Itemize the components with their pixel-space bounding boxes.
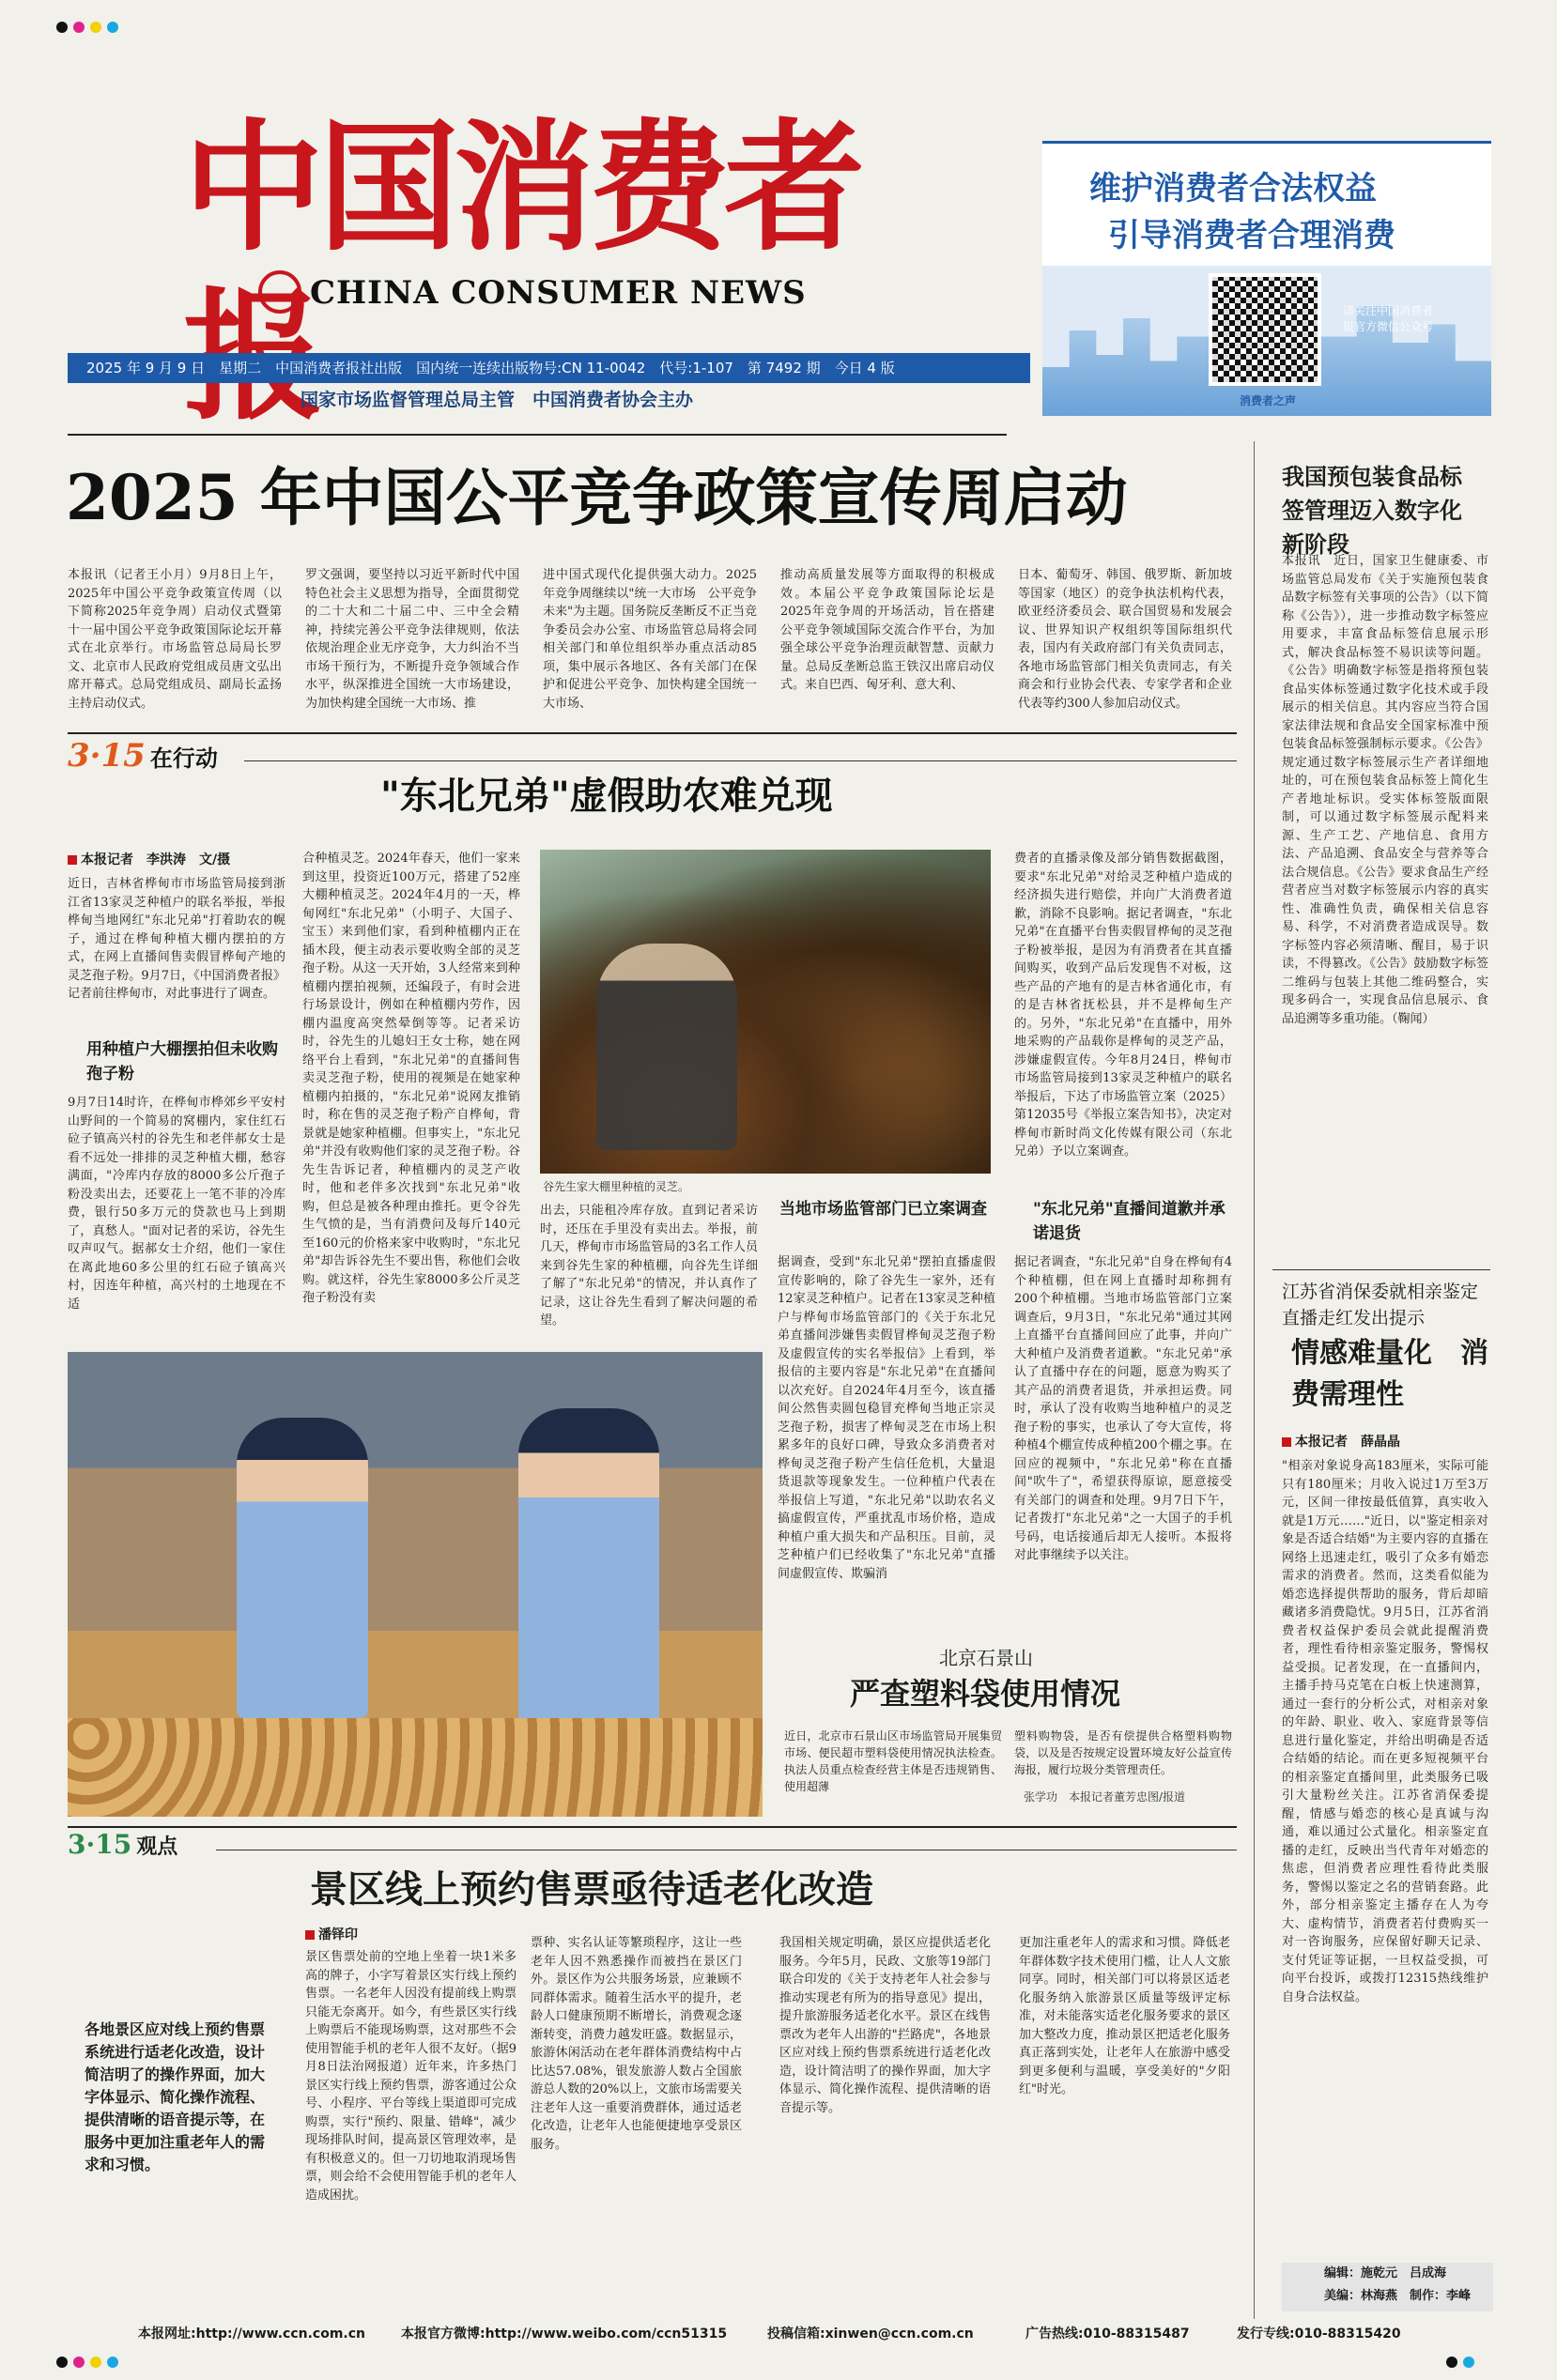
- registration-marks-bottom-right: [1446, 2354, 1474, 2372]
- sidebar-headline-2: 情感难量化 消费需理性: [1291, 1337, 1488, 1411]
- lead-col-5: 日本、葡萄牙、韩国、俄罗斯、新加坡等国家（地区）的竞争执法机构代表，欧亚经济委员会、联合国贸易和发展会议、世界知识产权组织等国际组织代表，国内有关政府部门有关负责同志，各地市场监管部门相关负责同志，有关商会和行业协会代表、专家学者和企业代表等约300人参加启动仪式。: [1018, 568, 1232, 711]
- opinion-headline: 景区线上预约售票亟待适老化改造: [310, 1867, 873, 1912]
- footer-ad: 广告热线:010-88315487: [1025, 2326, 1190, 2342]
- opinion-col-2: 票种、实名认证等繁琐程序，这让一些老年人因不熟悉操作而被挡在景区门外。景区作为公共服务场景，应兼顾不同群体需求。随着生活水平的提升，老龄人口健康预期不断增长，消费观念逐渐转变，消费力越发旺盛。数据显示，旅游休闲活动在老年群体消费结构中占比达57.08%，银发旅游人数占全国旅游总人数的20%以上，文旅市场需要关注老年人这一重要消费群体，通过适老化改造，让老年人也能便捷地享受景区服务。: [531, 1936, 742, 2152]
- dateline-text: 2025 年 9 月 9 日 星期二 中国消费者报社出版 国内统一连续出版物号:CN 11-0042 代号:1-107 第 7492 期 今日 4 版: [86, 360, 895, 376]
- qr-caption: 请关注中国消费者报官方微信公众号: [1343, 304, 1434, 333]
- northeast-p3: 出去，只能租冷库存放。直到记者采访时，还压在手里没有卖出去。举报，前几天，桦甸市市场监管局的3名工作人员来到谷先生家的种植棚，向谷先生详细了解了"东北兄弟"的情况，并认真作了记录，这让谷先生看到了解决问题的希望。: [540, 1204, 758, 1328]
- sidebar-byline: 本报记者 薛晶晶: [1282, 1432, 1400, 1451]
- northeast-intro: 近日，吉林省桦甸市市场监管局接到浙江省13家灵芝种植户的联名举报，举报桦甸当地网红"东北兄弟"打着助农的幌子，通过在桦甸种植大棚内摆拍的方式，在网上直播间售卖假冒桦甸产地的灵芝孢子粉。9月7日，《中国消费者报》记者前往桦甸市，对此事进行了调查。: [68, 877, 285, 1001]
- photo-lingzhi-caption: 谷先生家大棚里种植的灵芝。: [543, 1180, 690, 1193]
- sidebar-text-2: "相亲对象说身高183厘米，实际可能只有180厘米；月收入说过1万至3万元，区间一律按最低值算，真实收入就是1万元……"近日，以"鉴定相亲对象是否适合结婚"为主要内容的直播在网络上迅速走红，吸引了众多有婚恋需求的消费者。然而，这类看似能为婚恋选择提供帮助的服务，背后却暗藏诸多消费隐忧。9月5日，江苏省消费者权益保护委员会就此提醒消费者，理性看待相亲鉴定服务，警惕权益受损。记者发现，在一直播间内，主播手持马克笔在白板上快速测算，通过一套行的分析公式，对相亲对象的年龄、职业、收入、家庭背景等信息进行量化鉴定，并给出明确是否适合结婚的结论。而在更多短视频平台的相亲鉴定直播间里，此类服务已吸引大量粉丝关注。江苏省消保委提醒，情感与婚恋的核心是真诚与沟通，难以通过公式量化。相亲鉴定直播的走红，反映出当代青年对婚恋的焦虑，但消费者应理性看待此类服务，警惕以鉴定之名的营销套路。此外，部分相亲鉴定主播存在人为夸大、虚构情节，消费者若付费购买一对一咨询服务，应保留好聊天记录、支付凭证等证据，一旦权益受损，可向平台投诉，或拨打12315热线维护自身合法权益。: [1282, 1459, 1488, 2004]
- sidebar-kicker: 江苏省消保委就相亲鉴定直播走红发出提示: [1282, 1282, 1479, 1328]
- plastic-headline: 严查塑料袋使用情况: [850, 1676, 1121, 1712]
- registration-marks-top: [56, 19, 118, 37]
- produce-pile: [68, 1718, 763, 1817]
- tag-315-opinion: [68, 1829, 177, 1860]
- opinion-col-1: 景区售票处前的空地上坐着一块1米多高的牌子，小字写着景区实行线上预约售票。一名老年人因没有提前线上购票只能无奈离开。如今，有些景区实行线上购票后不能现场购票，这对那些不会使用智能手机的老年人很不友好。（据9月8日法治网报道）近年来，许多热门景区实行线上预约售票，游客通过公众号、小程序、平台等线上渠道即可完成购票，实行"预约、限量、错峰"，减少现场排队时间，提高景区管理效率，是有积极意义的。但一刀切地取消现场售票，则会给不会使用智能手机的老年人造成困扰。: [305, 1950, 516, 2203]
- officer-figure-2: [518, 1408, 659, 1727]
- registration-marks-bottom: [56, 2354, 118, 2372]
- northeast-p1: 9月7日14时许，在桦甸市桦郊乡平安村山野间的一个简易的窝棚内，家住红石砬子镇高兴村的谷先生和老伴郝女士是看不远处一排排的灵芝种植大棚，愁容满面，"冷库内存放的8000多公斤孢子粉没卖出去，还要花上一笔不菲的冷库费，银行50多万元的贷款也马上到期了，真愁人。"面对记者的采访，谷先生叹声叹气。据郝女士介绍，他们一家住在离此地60多公里的红石砬子镇高兴村，因连年种植，高兴村的土地现在不适: [68, 1096, 285, 1312]
- footer-bar: [68, 2324, 1493, 2344]
- masthead-logo-icon: [258, 270, 301, 314]
- tag-315b-label: 观点: [136, 1835, 178, 1859]
- sidebar-headline-1: 我国预包装食品标签管理迈入数字化新阶段: [1282, 463, 1462, 558]
- qr-code: [1209, 273, 1321, 386]
- northeast-sub-1: 用种植户大棚摆拍但未收购孢子粉: [86, 1040, 278, 1083]
- plastic-credit: 张学功 本报记者董芳忠图/报道: [1024, 1790, 1186, 1804]
- tag-315-mark: 3·15: [68, 737, 146, 775]
- lead-col-3: 进中国式现代化提供强大动力。2025年竞争周继续以"统一大市场 公平竞争未来"为主题。国务院反垄断反不正当竞争委员会办公室、市场监管总局将会同相关部门和单位组织举办重点活动85项，集中展示各地区、各有关部门在保护和促进公平竞争、加快构建全国统一大市场、: [543, 568, 757, 711]
- lead-col-4: 推动高质量发展等方面取得的积极成效。本届公平竞争政策国际论坛是2025年竞争周的开场活动，旨在搭建公平竞争领域国际交流合作平台，为加强全球公平竞争治理贡献智慧、贡献力量。总局反垄断总监王铁汉出席启动仪式。来自巴西、匈牙利、意大利、: [780, 568, 994, 692]
- officer-figure-1: [237, 1418, 368, 1718]
- northeast-sub-3: "东北兄弟"直播间道歉并承诺退货: [1033, 1200, 1226, 1243]
- northeast-p5: 据调查，受到"东北兄弟"摆拍直播虚假宣传影响的，除了谷先生一家外，还有12家灵芝种植户。记者在13家灵芝种植户与桦甸市场监管部门的《关于东北兄弟直播间涉嫌售卖假冒桦甸灵芝孢子粉及虚假宣传的实名举报信》上看到，举报信的主要内容是"东北兄弟"在直播间以次充好。自2024年4月至今，该直播间公然售卖圆包稳冒充桦甸当地正宗灵芝孢子粉，损害了桦甸灵芝在市场上积累多年的良好口碑，导致众多消费者对桦甸灵芝孢子粉产生信任危机，大量退货退款等现象发生。一位种植户代表在举报信上写道，"东北兄弟"以助农名义搞虚假宣传，严重扰乱市场价格，造成种植户重大损失和产品积压。目前，灵芝种植户们已经收集了"东北兄弟"直播间虚假宣传、欺骗消: [778, 1255, 995, 1581]
- northeast-p4: 费者的直播录像及部分销售数据截图，要求"东北兄弟"对给灵芝种植户造成的经济损失进行赔偿，并向广大消费者道歉，消除不良影响。据记者调查，"东北兄弟"在直播平台售卖假冒桦甸的灵芝孢子粉被举报，是因为有消费者在其直播间购买，收到产品后发现售不对板，这些产品的产地有的是吉林省通化市，有的是吉林省抚松县，并不是桦甸生产的。另外，"东北兄弟"在直播中，用外地采购的产品载你是桦甸的灵芝产品，涉嫌虚假宣传。今年8月24日，桦甸市市场监管局接到13家灵芝种植户的联名举报后，下达了市场监管立案（2025）第12035号《举报立案告知书》，决定对桦甸市新时尚文化传媒有限公司（东北兄弟）予以立案调查。: [1014, 852, 1232, 1159]
- plastic-kicker: 北京石景山: [939, 1647, 1033, 1669]
- northeast-sub-2: 当地市场监管部门已立案调查: [779, 1200, 987, 1219]
- qr-label: 消费者之声: [1240, 394, 1297, 407]
- northeast-p2: 合种植灵芝。2024年春天，他们一家来到这里，投资近100万元，搭建了52座大棚种植灵芝。2024年4月的一天，桦甸网红"东北兄弟"（小明子、大国子、宝玉）来到他们家，看到种植棚内正在插木段，便主动表示要收购全部的灵芝孢子粉。从这一天开始，3人经常来到种植棚内摆拍视频，还编段子，有时会进行场景设计，例如在种植棚内劳作，因棚内温度高突然晕倒等等。记者采访时，谷先生的儿媳妇王女士称，她在网络平台上看到，"东北兄弟"的直播间售卖灵芝孢子粉，使用的视频是在她家种植棚内拍摄的，"东北兄弟"说网友推销时，称在售的灵芝孢子粉产自桦甸，背景就是她家种植棚。但事实上，"东北兄弟"并没有收购他们家的灵芝孢子粉。谷先生告诉记者，种植棚内的灵芝产收时，他和老伴多次找到"东北兄弟"收购，但总是被各种理由推托。更令谷先生气愤的是，当有消费问及每斤140元至160元的价格来家中收购时，"东北兄弟"却告诉谷先生不要出售，称他们会收购。就这样，谷先生家8000多公斤灵芝孢子粉没有卖: [302, 852, 520, 1305]
- slogan-line-2: 引导消费者合理消费: [1108, 217, 1395, 254]
- opinion-col-3: 我国相关规定明确，景区应提供适老化服务。今年5月，民政、文旅等19部门联合印发的《关于支持老年人社会参与 推动实现老有所为的指导意见》提出，提升旅游服务适老化水平。景区在线售票改为老年人出游的"拦路虎"，各地景区应对线上预约售票系统进行适老化改造，设计简洁明了的操作界面，加大字体显示、简化操作流程、提供清晰的语音提示等。: [779, 1936, 991, 2115]
- photo-market-inspection: [68, 1352, 763, 1817]
- footer-web[interactable]: 本报网址:http://www.ccn.com.cn: [138, 2326, 365, 2342]
- footer-dist: 发行专线:010-88315420: [1237, 2326, 1401, 2342]
- opinion-summary: 各地景区应对线上预约售票系统进行适老化改造，设计简洁明了的操作界面，加大字体显示、简化操作流程、提供清晰的语音提示等，在服务中更加注重老年人的需求和习惯。: [85, 2020, 266, 2173]
- tag-315-action: [68, 737, 218, 776]
- slogan-box: [1042, 141, 1491, 413]
- farmer-figure: [596, 944, 737, 1150]
- lead-headline: 2025 年中国公平竞争政策宣传周启动: [66, 461, 1128, 534]
- masthead-title-en: CHINA CONSUMER NEWS: [310, 274, 807, 312]
- lead-col-2: 罗文强调，要坚持以习近平新时代中国特色社会主义思想为指导，全面贯彻党的二十大和二十届二中、三中全会精神，持续完善公平竞争法律规则，依法依规治理企业无序竞争，大力纠治不当市场干预行为，不断提升竞争领域合作水平，纵深推进全国统一大市场建设，为加快构建全国统一大市场、推: [305, 568, 519, 711]
- opinion-col-4: 更加注重老年人的需求和习惯。降低老年群体数字技术使用门槛，让人人文旅同享。同时，相关部门可以将景区适老化服务纳入旅游景区质量等级评定标准，对未能落实适老化服务要求的景区加大整改力度，推动景区把适老化服务真正落到实处，让老年人在旅游中感受到更多便利与温暖，享受美好的"夕阳红"时光。: [1019, 1936, 1230, 2096]
- northeast-headline: "东北兄弟"虚假助农难兑现: [380, 774, 833, 818]
- northeast-p6: 据记者调查，"东北兄弟"自身在桦甸有4个种植棚，但在网上直播时却称拥有200个种植棚。当地市场监管部门立案调查后，9月3日，"东北兄弟"通过其网上直播平台直播间回应了此事，并向广大种植户及消费者道歉。"东北兄弟"承认了直播中存在的问题，愿意为购买了其产品的消费者退货，并承担运费。同时，承认了没有收购当地种植户的灵芝孢子粉的事实，也承认了夸大宣传，将种植4个棚宣传成种植200个棚之事。在回应的视频中，"东北兄弟"称在直播间"吹牛了"，希望获得原谅，愿意接受有关部门的调查和处理。9月7日下午，记者拨打"东北兄弟"之一大国子的手机号码，电话接通后却无人接听。本报将对此事继续予以关注。: [1014, 1255, 1232, 1562]
- slogan-line-1: 维护消费者合法权益: [1089, 170, 1377, 207]
- opinion-byline: 潘铎印: [305, 1925, 358, 1943]
- footer-weibo[interactable]: 本报官方微博:http://www.weibo.com/ccn51315: [401, 2326, 728, 2342]
- sidebar-text-1: 本报讯 近日，国家卫生健康委、市场监管总局发布《关于实施预包装食品数字标签有关事项的公告》（以下简称《公告》），进一步推动数字标签应用要求，丰富食品标签信息展示形式，解决食品标签不易识读等问题。《公告》明确数字标签是指将预包装食品实体标签通过数字化技术或手段展示的相关信息。其内容应当符合国家法律法规和食品安全国家标准中预包装食品标签强制标示要求。《公告》规定通过数字标签展示生产者详细地址的，可在预包装食品标签上简化生产者地址标识。受实体标签版面限制，可以通过数字标签展示配料来源、生产工艺、产地信息、食用方法、产品追溯、食品安全与营养等合法合规信息。《公告》要求食品生产经营者应当对数字标签展示内容的真实性、准确性负责，确保相关信息容易、科学，不对消费者造成误导。数字标签内容必须清晰、醒目，易于识读，不得篡改。《公告》鼓励数字标签二维码与包装上其他二维码整合，实现多码合一，实现食品信息展示、食品追溯等多重功能。（鞠闻）: [1282, 554, 1488, 1026]
- masthead-title-cn: 中国消费者: [183, 105, 860, 270]
- tag-315b-mark: 3·15: [68, 1829, 132, 1860]
- lead-col-1: 本报讯（记者王小月）9月8日上午，2025年中国公平竞争政策宣传周（以下简称2025年竞争周）启动仪式暨第十一届中国公平竞争政策国际论坛开幕式在北京举行。市场监管总局局长罗文、北京市人民政府党组成员唐文弘出席开幕式。总局党组成员、副局长孟扬主持启动仪式。: [68, 568, 282, 711]
- masthead-title: [183, 103, 897, 282]
- tag-315-label: 在行动: [149, 745, 218, 772]
- shopper-figure: [387, 1455, 509, 1737]
- northeast-byline: 本报记者 李洪涛 文/摄: [68, 850, 230, 868]
- plastic-body-1: 近日，北京市石景山区市场监管局开展集贸市场、便民超市塑料袋使用情况执法检查。执法人员重点检查经营主体是否违规销售、使用超薄: [784, 1729, 1002, 1793]
- photo-lingzhi: [540, 850, 991, 1174]
- editors-box: 编辑：施乾元 吕成海 美编：林海燕 制作：李峰: [1282, 2263, 1493, 2311]
- sponsors-line: 国家市场监督管理总局主管 中国消费者协会主办: [301, 390, 694, 410]
- dateline-bar: [68, 353, 1030, 383]
- footer-mail[interactable]: 投稿信箱:xinwen@ccn.com.cn: [767, 2326, 974, 2342]
- plastic-body-2: 塑料购物袋，是否有偿提供合格塑料购物袋，以及是否按规定设置环境友好公益宣传海报，履行垃圾分类管理责任。: [1014, 1729, 1232, 1776]
